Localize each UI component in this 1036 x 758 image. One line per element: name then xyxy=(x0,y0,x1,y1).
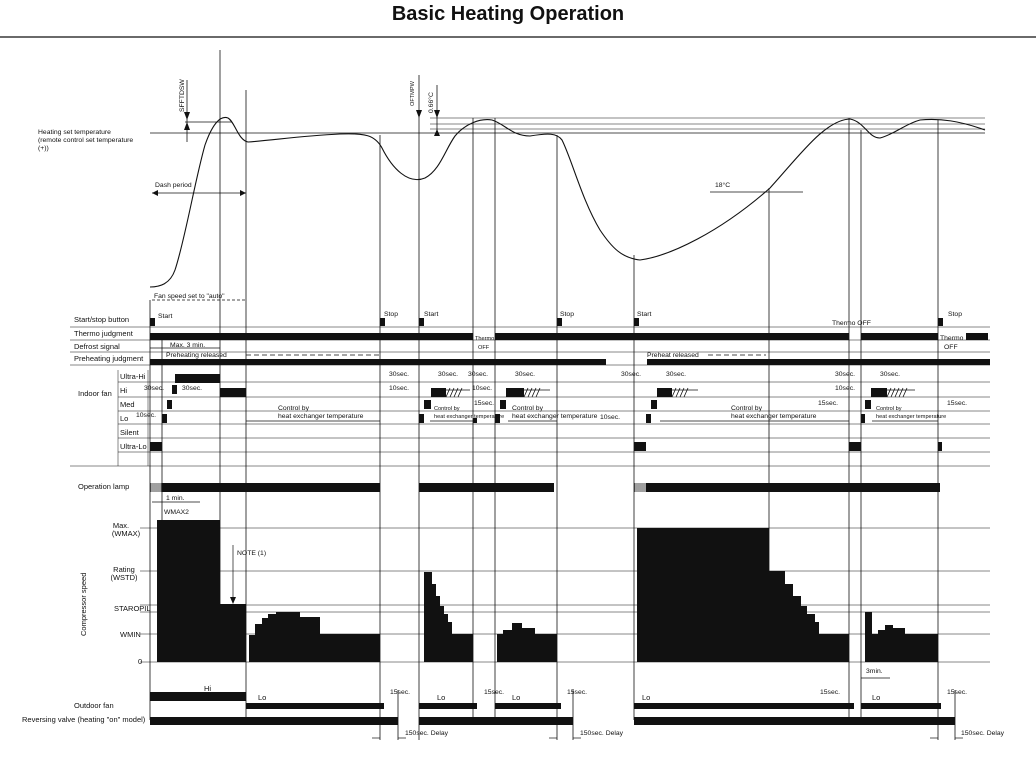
thermo-off-3a: Thermo xyxy=(940,335,964,342)
outdoor-15s-1: 15sec. xyxy=(390,689,411,696)
preheat-released-label: Preheat released xyxy=(647,352,699,359)
heat-ex-2: heat exchanger temperature xyxy=(512,413,598,420)
temp-066-label: 0.66°C xyxy=(428,92,435,113)
outdoor-lo-4: Lo xyxy=(642,693,651,702)
fan-note-30s-e: 30sec. xyxy=(468,371,489,378)
heating-set-temp-label xyxy=(38,129,133,152)
level-max-1: Max. xyxy=(112,521,130,530)
control-short-2: Control by xyxy=(512,405,543,412)
control-long-2a: Control by xyxy=(731,405,762,412)
thermo-off-2: Thermo OFF xyxy=(832,320,871,327)
level-wmin: WMIN xyxy=(120,630,141,639)
stop-event-3: Stop xyxy=(948,311,962,318)
outdoor-15s-3: 15sec. xyxy=(567,689,588,696)
outdoor-hi: Hi xyxy=(204,684,212,693)
page-title: Basic Heating Operation xyxy=(391,3,625,25)
fan-auto-label: Fan speed set to "auto" xyxy=(154,293,225,300)
thermo-bars xyxy=(150,333,988,340)
start-event-1: Start xyxy=(158,313,173,320)
valve-delay-1: 150sec. Delay xyxy=(405,730,449,737)
compressor-steps xyxy=(157,520,938,662)
set-temp-line1: Heating set temperature xyxy=(38,129,111,136)
outdoor-fan-label: Outdoor fan xyxy=(74,701,114,710)
outdoor-lo-3: Lo xyxy=(512,693,521,702)
max-3min-label: Max. 3 min. xyxy=(170,342,206,349)
thermo-off-3b: OFF xyxy=(944,344,958,351)
fan-level-ultra-lo: Ultra-Lo xyxy=(120,442,147,451)
heat-ex-1: heat exchanger temperature xyxy=(434,414,505,420)
valve-delay-3: 150sec. Delay xyxy=(961,730,1005,737)
start-stop-pulses xyxy=(150,318,943,326)
preheating-bars xyxy=(150,359,990,365)
fan-level-silent: Silent xyxy=(120,428,139,437)
set-temp-line3: (+)) xyxy=(38,145,49,152)
defrost-label: Defrost signal xyxy=(74,342,120,351)
fan-note-10s-e: 10sec. xyxy=(835,385,856,392)
fan-note-10s-c: 10sec. xyxy=(472,385,493,392)
level-rating-1: Rating xyxy=(113,565,135,574)
valve-delay-2: 150sec. Delay xyxy=(580,730,624,737)
fan-timing-notes xyxy=(136,371,967,421)
heat-ex-3: heat exchanger temperature xyxy=(876,414,947,420)
outdoor-15s-5: 15sec. xyxy=(947,689,968,696)
three-min-label: 3min. xyxy=(866,668,883,675)
fan-level-ultra-hi: Ultra-Hi xyxy=(120,372,146,381)
preheating-released-label: Preheating released xyxy=(166,352,227,359)
fan-note-10s-d: 10sec. xyxy=(600,414,621,421)
fan-level-med: Med xyxy=(120,400,135,409)
outdoor-15s-2: 15sec. xyxy=(484,689,505,696)
set-temp-line2: (remote control set temperature xyxy=(38,137,134,144)
control-long-1b: heat exchanger temperature xyxy=(278,413,364,420)
control-long-2b: heat exchanger temperature xyxy=(731,413,817,420)
fan-note-15s-c: 15sec. xyxy=(947,400,968,407)
control-short-1: Control by xyxy=(434,406,460,412)
fan-note-30s-f: 30sec. xyxy=(515,371,536,378)
fan-note-30s-d: 30sec. xyxy=(438,371,459,378)
fan-level-hi: Hi xyxy=(120,386,128,395)
start-stop-label: Start/stop button xyxy=(74,315,130,324)
fan-level-lo: Lo xyxy=(120,414,129,423)
fan-note-15s-b: 15sec. xyxy=(818,400,839,407)
oftmpw-label: OFTMPW xyxy=(410,81,416,106)
dash-period-label: Dash period xyxy=(155,182,192,189)
wmax2-label: WMAX2 xyxy=(164,509,189,516)
temperature-chart xyxy=(150,50,985,300)
compressor-speed-label: Compressor speed xyxy=(79,572,88,636)
thermo-label: Thermo judgment xyxy=(74,329,133,338)
fan-note-10s-b: 10sec. xyxy=(389,385,410,392)
temp-18-label: 18°C xyxy=(715,182,731,189)
control-long-1a: Control by xyxy=(278,405,309,412)
operation-lamp-label: Operation lamp xyxy=(78,482,130,491)
fan-note-30s-b: 30sec. xyxy=(182,385,203,392)
reversing-valve-bars xyxy=(150,717,955,725)
preheating-label: Preheating judgment xyxy=(74,354,144,363)
control-short-3: Control by xyxy=(876,406,902,412)
fan-note-10s-a: 10sec. xyxy=(136,412,157,419)
fan-note-30s-i: 30sec. xyxy=(835,371,856,378)
fan-note-30s-g: 30sec. xyxy=(621,371,642,378)
fan-note-30s-j: 30sec. xyxy=(880,371,901,378)
start-event-3: Start xyxy=(637,311,652,318)
operation-lamp-bars xyxy=(162,483,940,492)
outdoor-lo-5: Lo xyxy=(872,693,881,702)
fan-note-15s-a: 15sec. xyxy=(474,400,495,407)
outdoor-15s-4: 15sec. xyxy=(820,689,841,696)
one-min-label: 1 min. xyxy=(166,495,185,502)
sfftdsw-label: SFFTDSW xyxy=(179,79,186,112)
start-event-2: Start xyxy=(424,311,439,318)
reversing-valve-label: Reversing valve (heating "on" model) xyxy=(22,715,146,724)
fan-note-30s-h: 30sec. xyxy=(666,371,687,378)
stop-event-1: Stop xyxy=(384,311,398,318)
note1-label: NOTE (1) xyxy=(237,550,267,557)
stop-event-2: Stop xyxy=(560,311,574,318)
level-zero: 0 xyxy=(138,657,143,666)
thermo-off-1a: Thermo xyxy=(475,336,495,342)
level-rating-2: (WSTD) xyxy=(110,573,138,582)
room-temperature-curve xyxy=(150,117,985,287)
outdoor-lo-1: Lo xyxy=(258,693,267,702)
indoor-fan-label: Indoor fan xyxy=(78,389,112,398)
level-starop: STAROPIL xyxy=(114,604,151,613)
fan-note-30s-c: 30sec. xyxy=(389,371,410,378)
outdoor-lo-2: Lo xyxy=(437,693,446,702)
thermo-off-1b: OFF xyxy=(478,345,490,351)
fan-note-30s-a: 30sec. xyxy=(144,385,165,392)
level-max-2: (WMAX) xyxy=(111,529,141,538)
